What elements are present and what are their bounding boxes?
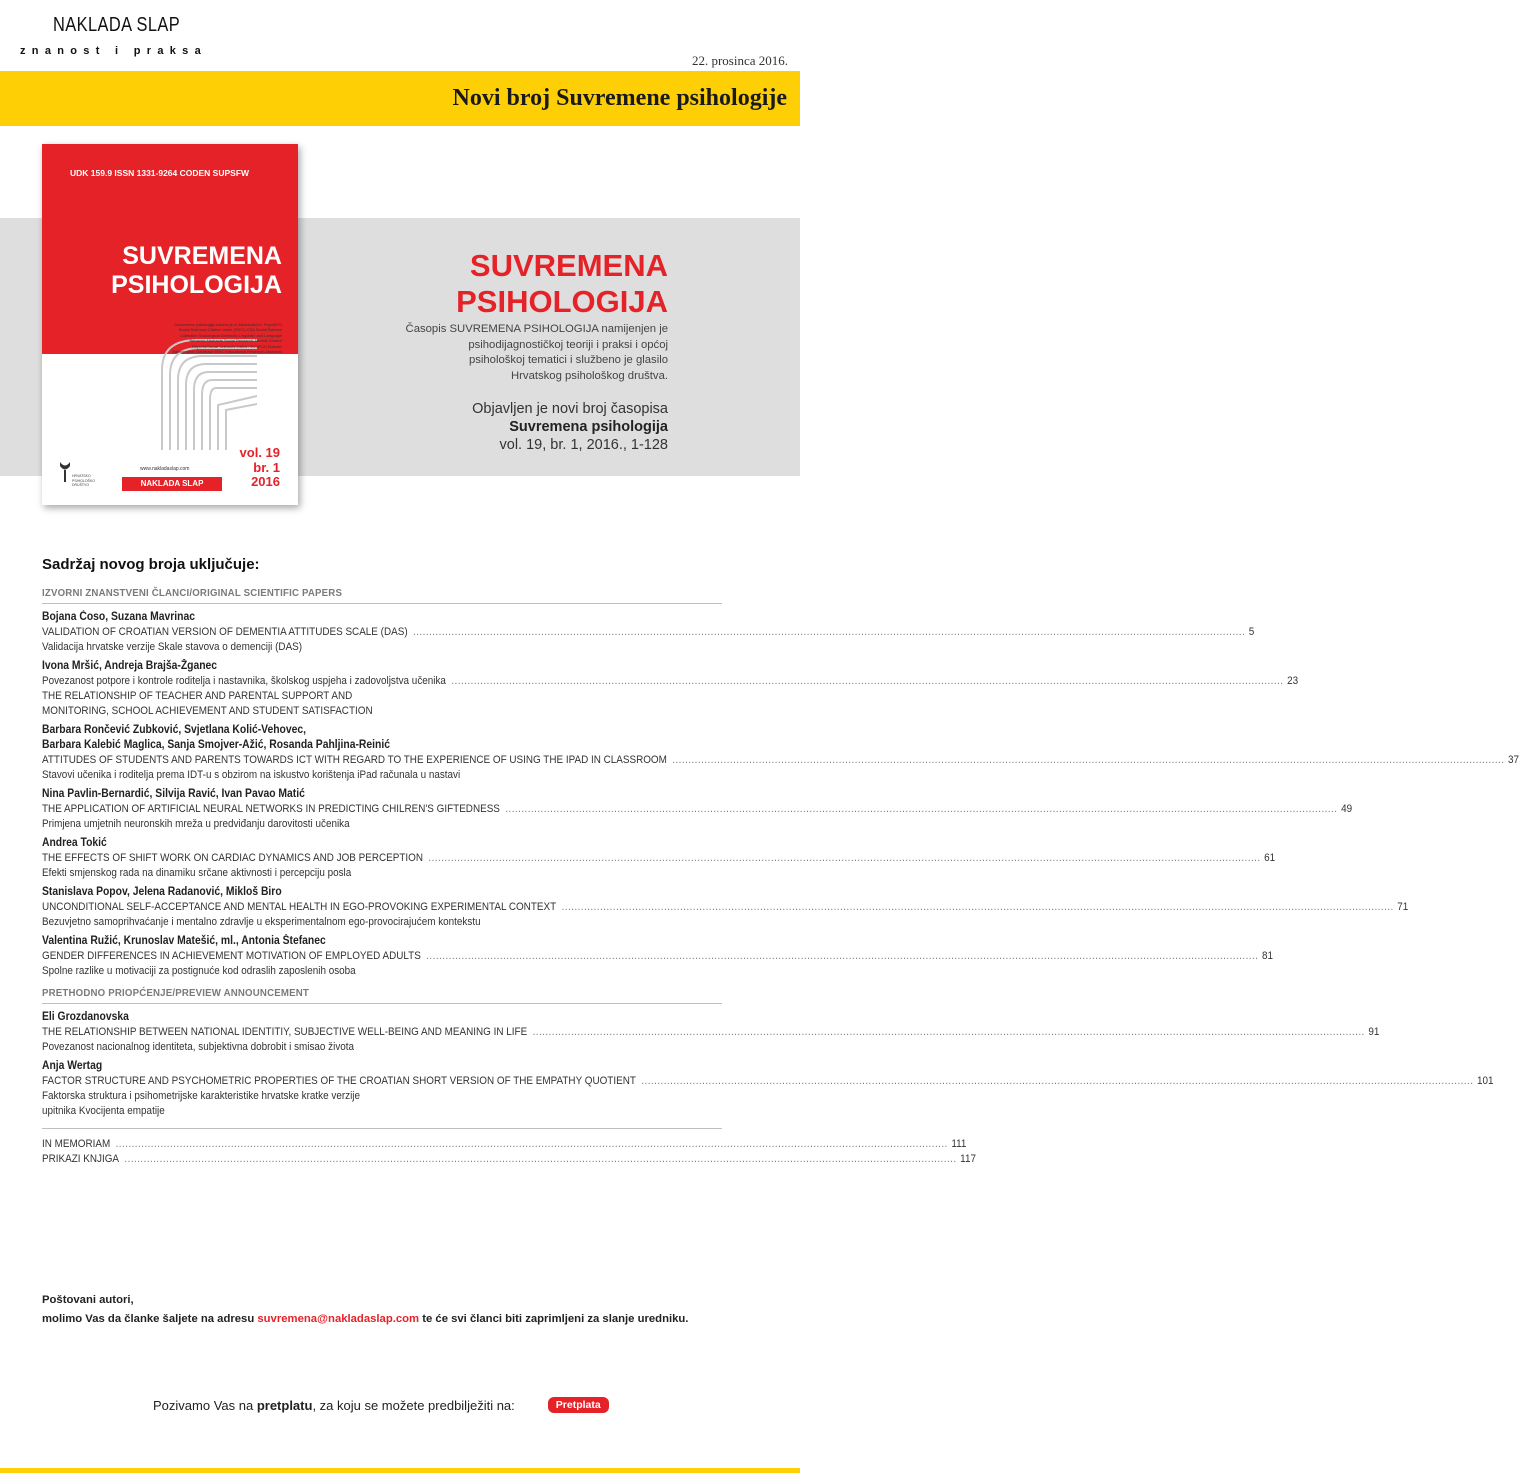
article-subtitle: Stavovi učenika i roditelja prema IDT-u s obzirom na iskustvo korištenja iPad računala u nastavi [42, 769, 461, 781]
article-title[interactable]: FACTOR STRUCTURE AND PSYCHOMETRIC PROPERTIES OF THE CROATIAN SHORT VERSION OF THE EMPATHY QUOTIENT [42, 1075, 636, 1087]
cover-website: www.nakladaslap.com [140, 466, 190, 472]
society-logo-icon [58, 460, 72, 484]
article-authors: Stanislava Popov, Jelena Radanović, Mikloš Biro [42, 886, 282, 898]
notice-text [42, 1310, 688, 1329]
section-label-original: IZVORNI ZNANSTVENI ČLANCI/ORIGINAL SCIENTIFIC PAPERS [42, 587, 343, 599]
section-label-preview: PRETHODNO PRIOPĆENJE/PREVIEW ANNOUNCEMENT [42, 987, 309, 999]
article-authors: Ivona Mršić, Andreja Brajša-Žganec [42, 660, 218, 672]
cover-title-line2: PSIHOLOGIJA [111, 271, 282, 299]
notice-text-after: te će svi članci biti zaprimljeni za slanje uredniku. [419, 1312, 689, 1325]
page-number: 37 [1508, 754, 1519, 766]
toc-entry-line [42, 949, 1274, 964]
article-entry [42, 934, 1274, 979]
article-entry [42, 659, 1299, 719]
submission-email-link[interactable]: suvremena@nakladaslap.com [257, 1312, 420, 1325]
headline-band [0, 71, 800, 126]
extras-list [42, 1137, 976, 1167]
article-title[interactable]: GENDER DIFFERENCES IN ACHIEVEMENT MOTIVATION OF EMPLOYED ADULTS [42, 950, 421, 962]
article-subtitle: Primjena umjetnih neuronskih mreža u predviđanju darovitosti učenika [42, 818, 350, 830]
dot-leader: .................................................................................................................................................................................................................................................................... [532, 1026, 1365, 1038]
article-authors: Anja Wertag [42, 1060, 103, 1072]
notice-text-before: molimo Vas da članke šaljete na adresu [42, 1312, 258, 1325]
article-subtitle: Efekti smjenskog rada na dinamiku srčane aktivnosti i percepciju posla [42, 867, 352, 879]
dot-leader: .................................................................................................................................................................................................................................................................... [124, 1153, 957, 1165]
article-entry [42, 836, 1276, 881]
subscribe-text-bold: pretplatu [256, 1397, 313, 1413]
subscribe-button[interactable]: Pretplata [548, 1397, 609, 1413]
article-subtitle: Validacija hrvatske verzije Skale stavova o demenciji (DAS) [42, 641, 303, 653]
dot-leader: .................................................................................................................................................................................................................................................................... [413, 626, 1246, 638]
issue-journal-name: Suvremena psihologija [509, 419, 668, 435]
journal-title [406, 248, 668, 320]
toc-entry-line [42, 1152, 976, 1167]
cover-codes: UDK 159.9 ISSN 1331-9264 CODEN SUPSFW [70, 168, 250, 178]
page-number: 111 [951, 1138, 967, 1150]
dot-leader: .................................................................................................................................................................................................................................................................... [561, 901, 1394, 913]
journal-cover-image[interactable] [42, 144, 298, 505]
toc-entry-line [42, 851, 1276, 866]
page-title: Novi broj Suvremene psihologije [452, 85, 787, 111]
journal-desc-line: psihološkoj tematici i službeno je glasilo [468, 354, 668, 366]
page-number: 81 [1261, 950, 1274, 962]
issue-announcement [406, 400, 668, 454]
toc-entry-line [42, 1074, 1494, 1089]
cover-volume [240, 446, 280, 490]
notice-greeting: Poštovani autori, [42, 1294, 134, 1306]
page-number: 23 [1287, 675, 1299, 687]
article-entry [42, 723, 1519, 783]
journal-title-line2: PSIHOLOGIJA [456, 284, 668, 319]
dot-leader: .................................................................................................................................................................................................................................................................... [428, 852, 1261, 864]
article-title[interactable]: IN MEMORIAM [42, 1138, 111, 1150]
article-authors: Valentina Ružić, Krunoslav Matešić, ml., Antonia Štefanec [42, 935, 326, 947]
dot-leader: .................................................................................................................................................................................................................................................................... [641, 1075, 1474, 1087]
article-subtitle: MONITORING, SCHOOL ACHIEVEMENT AND STUDENT SATISFACTION [42, 705, 373, 717]
article-authors: Bojana Ćoso, Suzana Mavrinac [42, 611, 195, 623]
toc-heading: Sadržaj novog broja uključuje: [42, 556, 260, 573]
article-authors: Andrea Tokić [42, 837, 107, 849]
article-authors: Nina Pavlin-Bernardić, Silvija Ravić, Ivan Pavao Matić [42, 788, 305, 800]
toc-entry-line [42, 802, 1353, 817]
subscribe-text-before: Pozivamo Vas na [153, 1397, 257, 1413]
journal-info [406, 248, 668, 454]
article-entry [42, 1059, 1494, 1119]
dot-leader: .................................................................................................................................................................................................................................................................... [426, 950, 1259, 962]
journal-desc-line: psihodijagnostičkoj teoriji i praksi i općoj [468, 338, 668, 351]
article-list-original [42, 610, 1519, 979]
cover-title-line1: SUVREMENA [122, 242, 282, 270]
toc-entry-line [42, 1025, 1380, 1040]
article-title[interactable]: PRIKAZI KNJIGA [42, 1153, 120, 1165]
page-number: 5 [1248, 626, 1255, 638]
issue-date: 22. prosinca 2016. [691, 53, 788, 68]
issue-announcement-line: Objavljen je novi broj časopisa [472, 401, 668, 417]
article-list-preview [42, 1010, 1494, 1119]
article-title[interactable]: THE EFFECTS OF SHIFT WORK ON CARDIAC DYNAMICS AND JOB PERCEPTION [42, 852, 424, 864]
dot-leader: .................................................................................................................................................................................................................................................................... [115, 1138, 948, 1150]
cover-title [111, 242, 282, 300]
page-number: 71 [1397, 901, 1409, 913]
journal-description [406, 322, 668, 384]
cover-publisher-label: NAKLADA SLAP [122, 477, 222, 491]
article-authors: Eli Grozdanovska [42, 1011, 129, 1023]
article-title[interactable]: Povezanost potpore i kontrole roditelja i nastavnika, školskog uspjeha i zadovoljstva učenika [42, 675, 446, 687]
article-entry [42, 1010, 1380, 1055]
page-number: 49 [1341, 803, 1353, 815]
article-subtitle: Faktorska struktura i psihometrijske karakteristike hrvatske kratke verzije [42, 1090, 361, 1102]
article-entry [42, 610, 1255, 655]
toc-entry-line [42, 625, 1255, 640]
subscribe-text-after: , za koju se možete predbilježiti na: [312, 1397, 515, 1413]
cover-year: 2016 [251, 474, 280, 489]
extra-entry [42, 1152, 976, 1167]
article-subtitle: THE RELATIONSHIP OF TEACHER AND PARENTAL SUPPORT AND [42, 690, 353, 702]
article-title[interactable]: ATTITUDES OF STUDENTS AND PARENTS TOWARDS ICT WITH REGARD TO THE EXPERIENCE OF USING THE IPAD IN CLASSROOM [42, 754, 667, 766]
article-subtitle: upitnika Kvocijenta empatije [42, 1105, 165, 1117]
journal-desc-line: Časopis SUVREMENA PSIHOLOGIJA namijenjen je [405, 323, 668, 335]
article-title[interactable]: VALIDATION OF CROATIAN VERSION OF DEMENTIA ATTITUDES SCALE (DAS) [42, 626, 408, 638]
page-number: 91 [1368, 1026, 1380, 1038]
journal-desc-line: Hrvatskog psihološkog društva. [511, 369, 668, 382]
publisher-logo [20, 14, 208, 57]
article-entry [42, 885, 1409, 930]
cover-vol: vol. 19 [239, 445, 280, 460]
dot-leader: .................................................................................................................................................................................................................................................................... [451, 675, 1284, 687]
cover-br: br. 1 [253, 459, 280, 475]
dot-leader: .................................................................................................................................................................................................................................................................... [672, 754, 1505, 766]
table-of-contents [42, 556, 1519, 1167]
article-entry [42, 787, 1353, 832]
publisher-name: NAKLADA SLAP [53, 14, 181, 36]
article-title[interactable]: THE RELATIONSHIP BETWEEN NATIONAL IDENTITIY, SUBJECTIVE WELL-BEING AND MEANING IN LIFE [42, 1026, 528, 1038]
publisher-tagline: znanost i praksa [20, 45, 207, 57]
authors-notice [42, 1291, 688, 1328]
article-subtitle: Spolne razlike u motivaciji za postignuće kod odraslih zaposlenih osoba [42, 965, 356, 977]
subscription-line [153, 1397, 609, 1413]
page-number: 117 [960, 1153, 976, 1165]
toc-entry-line [42, 900, 1409, 915]
issue-volume-info: vol. 19, br. 1, 2016., 1-128 [499, 437, 668, 453]
toc-entry-line [42, 674, 1299, 689]
footer-rule [0, 1468, 800, 1473]
journal-title-line1: SUVREMENA [469, 248, 668, 283]
page-number: 101 [1477, 1075, 1494, 1087]
cover-indexed-list: Suvremena psihologija citirana je u/ Abstracted in: PsycINFO Social Sciences Citation Index (SSCI) CSA Social Science Collection Sociological Abstracts Linguistic and Language Behavior Abstracts Social Research Journal Citation Reports/Social Sciences Edition SCOPUS Elsevier Bibliographic Database ERIC Educational Research Abstracts [172, 322, 282, 355]
article-subtitle: Bezuvjetno samoprihvaćanje i mentalno zdravlje u eksperimentalnom ego-provocirajućem kontekstu [42, 916, 481, 928]
page-number: 61 [1264, 852, 1276, 864]
dot-leader: .................................................................................................................................................................................................................................................................... [505, 803, 1338, 815]
article-subtitle: Povezanost nacionalnog identiteta, subjektivna dobrobit i smisao života [42, 1041, 355, 1053]
article-title[interactable]: UNCONDITIONAL SELF-ACCEPTANCE AND MENTAL HEALTH IN EGO-PROVOKING EXPERIMENTAL CONTEXT [42, 901, 557, 913]
toc-entry-line [42, 1137, 967, 1152]
society-name: HRVATSKO PSIHOLOŠKO DRUŠTVO [72, 474, 95, 487]
article-authors: Barbara Kalebić Maglica, Sanja Smojver-Ažić, Rosanda Pahljina-Reinić [42, 739, 391, 751]
extra-entry [42, 1137, 967, 1152]
article-authors: Barbara Rončević Zubković, Svjetlana Kolić-Vehovec, [42, 724, 307, 736]
toc-entry-line [42, 753, 1519, 768]
article-title[interactable]: THE APPLICATION OF ARTIFICIAL NEURAL NETWORKS IN PREDICTING CHILREN'S GIFTEDNESS [42, 803, 500, 815]
